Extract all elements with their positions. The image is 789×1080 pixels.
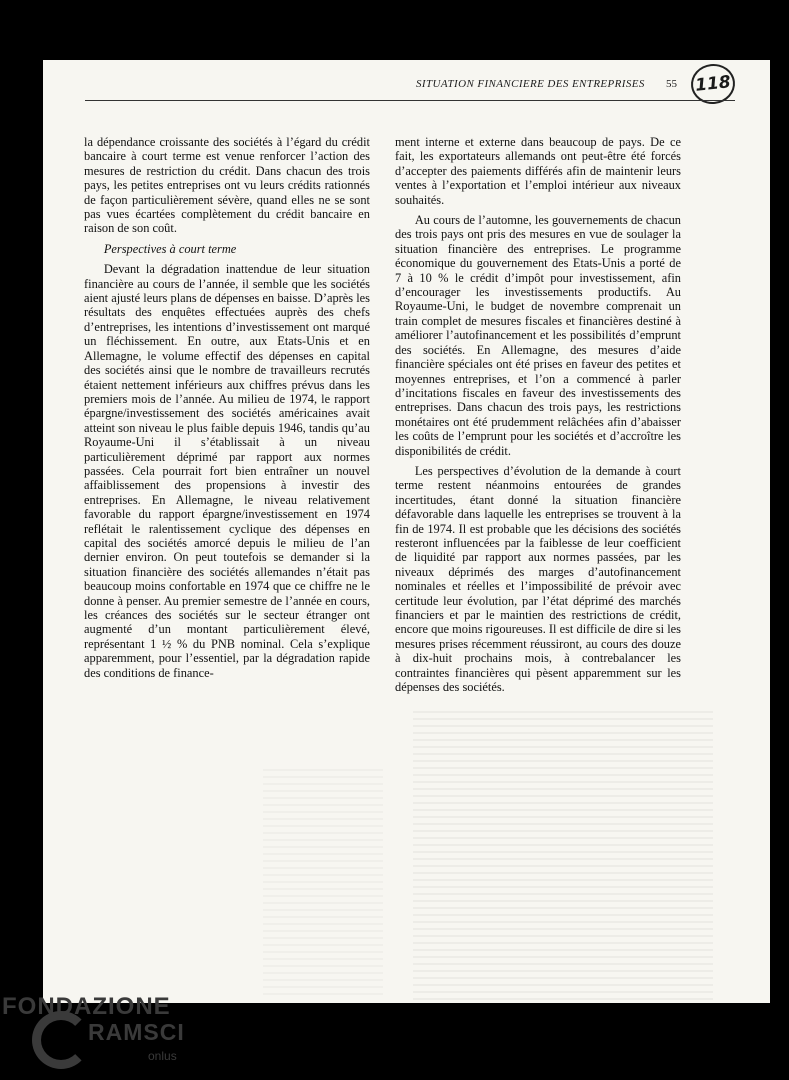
header-rule <box>85 100 735 101</box>
running-header: SITUATION FINANCIERE DES ENTREPRISES <box>416 78 645 90</box>
watermark-line2: RAMSCI <box>88 1019 185 1045</box>
watermark-onlus: onlus <box>148 1049 177 1063</box>
watermark-g-logo-icon <box>32 1011 90 1069</box>
paragraph: la dépendance croissante des sociétés à l’égard du crédit bancaire à court terme est venue renforcer l’action des mesures de restriction du crédit. Dans chacun des trois pays, les petites entreprises ont vu leurs crédits rationnés de façon particulièrement sévère, quand elles ne se sont pas vues écartées complètement du crédit bancaire en raison de son coût. <box>84 135 370 236</box>
bleed-through-text-left <box>263 765 383 995</box>
paragraph: Devant la dégradation inattendue de leur situation financière au cours de l’année, il semble que les sociétés aient ajusté leurs plans de dépenses en baisse. D’après les résultats des enquêtes effectuées auprès des chefs d’entreprises, les intentions d’investissement ont marqué un fléchissement. En outre, aux Etats-Unis et en Allemagne, le volume effectif des dépenses en capital des sociétés ainsi que le nombre de travailleurs recrutés étaient nettement inférieurs aux chiffres prévus dans les premiers mois de l’année. Au milieu de 1974, le rapport épargne/investissement des sociétés américaines avait atteint son niveau le plus faible depuis 1946, tandis qu’au Royaume-Uni il s’établissait à un niveau particulièrement déprimé par rapport aux normes passées. Cela pourrait fort bien entraîner un nouvel affaiblissement des propensions à investir des entreprises. En Allemagne, le niveau relativement favorable du rapport épargne/investissement en 1974 reflétait le ralentissement cyclique des dépenses en capital des sociétés amorcé depuis le milieu de l’an dernier environ. On peut toutefois se demander si la situation financière des sociétés allemandes n’était pas beaucoup moins confortable en 1974 que ce chiffre ne le donne à penser. Au premier semestre de l’année en cours, les créances des sociétés sur le secteur étranger ont augmenté d’un montant particulièrement élevé, représentant 1 ½ % du PNB nominal. Cela s’explique apparemment, pour l’essentiel, par la dégradation rapide des conditions de finance- <box>84 262 370 680</box>
section-subheading: Perspectives à court terme <box>103 241 237 256</box>
left-column <box>84 135 370 680</box>
paragraph: Les perspectives d’évolution de la demande à court terme restent néanmoins entourées de grandes incertitudes, étant donné la situation financière défavorable dans laquelle les entreprises se trouvent à la fin de 1974. Il est probable que les décisions des sociétés resteront influencées par la faiblesse de leur coefficient de liquidité par rapport aux normes passées, par les niveaux déprimés des marges d’autofinancement nominales et réelles et l’impossibilité de prévoir avec certitude leur évolution, par l’état déprimé des marchés financiers et par le maintien des restrictions de crédit, encore que moins rigoureuses. Il est difficile de dire si les mesures prises récemment réussiront, au cours des douze à dix-huit prochains mois, à contrebalancer les contraintes financières qui pèsent apparemment sur les dépenses des sociétés. <box>395 463 681 695</box>
paragraph: Au cours de l’automne, les gouvernements de chacun des trois pays ont pris des mesures en vue de soulager la situation financière des entreprises. Le programme économique du gouvernement des Etats-Unis a porté de 7 à 10 % le crédit d’impôt pour investissement, afin d’encourager les investissements productifs. Au Royaume-Uni, le budget de novembre comprenait un train complet de mesures fiscales et financières destiné à améliorer l’autofinancement et les possibilités d’emprunt des sociétés. En Allemagne, des mesures d’aide financière spéciales ont été prises en faveur des petites et moyennes entreprises, et l’on a commencé à parler d’incitations fiscales en faveur des investissements des entreprises. Dans chacun des trois pays, les restrictions monétaires ont été prudemment relâchées afin d’abaisser les coûts de l’emprunt pour les sociétés et d’accroître les disponibilités de crédit. <box>395 213 681 458</box>
watermark-line1: FONDAZIONE <box>2 993 171 1020</box>
page-number: 55 <box>666 78 677 90</box>
bleed-through-text <box>413 710 713 1000</box>
fondazione-gramsci-watermark <box>2 993 202 1073</box>
document-page <box>43 60 770 1003</box>
paragraph: ment interne et externe dans beaucoup de pays. De ce fait, les exportateurs allemands ont peut-être été forcés d’accepter des paiements différés afin de maintenir leurs ventes à l’exportation et l’emploi intérieur aux niveaux souhaités. <box>395 135 681 207</box>
right-column <box>395 135 681 694</box>
handwritten-page-number: 118 <box>689 62 737 106</box>
